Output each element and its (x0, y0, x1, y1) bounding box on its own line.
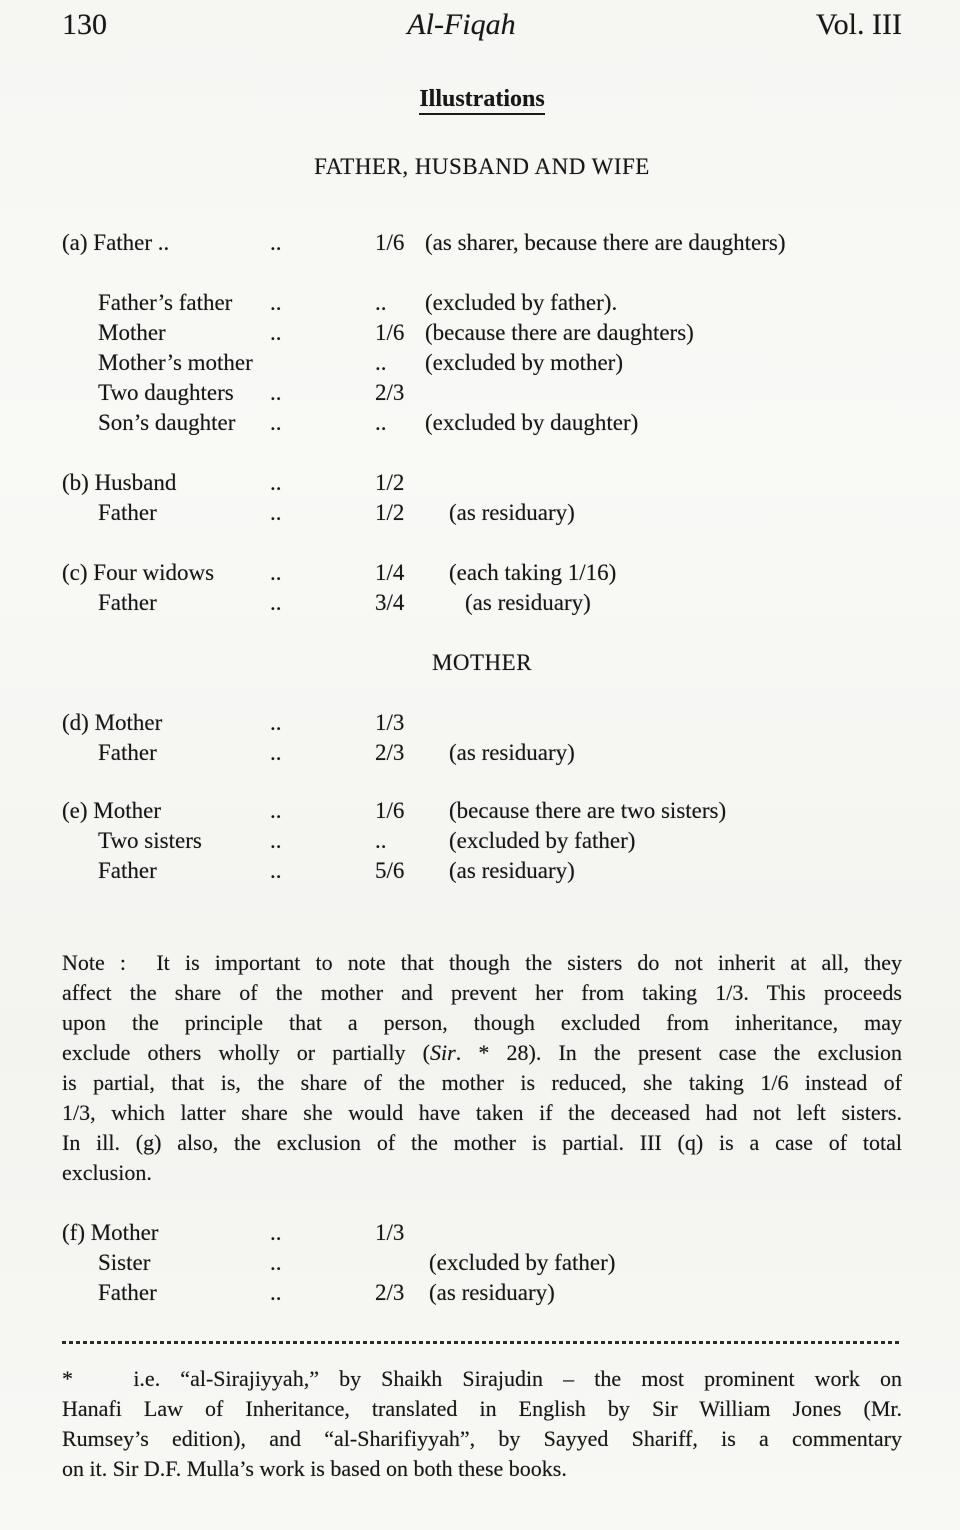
share-value: .. (375, 290, 387, 315)
share-note: (as residuary) (449, 500, 575, 525)
table-row (62, 796, 902, 826)
leader-dots: .. (270, 230, 282, 255)
table-row (62, 558, 902, 588)
share-note: (each taking 1/16) (449, 560, 617, 585)
share-note: (excluded by daughter) (425, 410, 639, 435)
volume-label: Vol. III (815, 8, 902, 41)
footnote-line: * i.e. “al-Sirajiyyah,” by Shaikh Sirajudin – the most prominent work on (62, 1366, 902, 1391)
footnote (62, 1364, 902, 1484)
note-line: 1/3, which latter share she would have taken if the deceased had not left sisters. (62, 1100, 902, 1125)
note-line: exclusion. (62, 1160, 152, 1185)
heir-label: Father (98, 858, 157, 883)
illustration-group-f (62, 1218, 902, 1308)
share-value: .. (375, 410, 387, 435)
share-value: 1/3 (375, 710, 405, 735)
share-note: (as residuary) (429, 1280, 555, 1305)
share-value (375, 1248, 425, 1278)
share-value: 3/4 (375, 590, 405, 615)
leader-dots: .. (270, 380, 282, 405)
illustration-group-b (62, 468, 902, 528)
note-line: affect the share of the mother and prevent her from taking 1/3. This proceeds (62, 980, 902, 1005)
leader-dots: .. (270, 1280, 282, 1305)
leader-dots: .. (270, 470, 282, 495)
leader-dots: .. (270, 1220, 282, 1245)
share-value: 1/6 (375, 798, 405, 823)
share-value: 5/6 (375, 858, 405, 883)
share-note (425, 378, 902, 408)
illustrations-heading (62, 84, 902, 114)
leader-dots: .. (270, 560, 282, 585)
share-value: 1/3 (375, 1220, 405, 1245)
heir-label: Father (98, 590, 157, 615)
share-note (425, 468, 902, 498)
table-row (62, 1278, 902, 1308)
heir-label: Two sisters (98, 828, 202, 853)
section-heading: FATHER, HUSBAND AND WIFE (314, 154, 650, 179)
share-note (425, 1218, 902, 1248)
footnote-line: Hanafi Law of Inheritance, translated in English by Sir William Jones (Mr. (62, 1396, 902, 1421)
heir-label: (e) Mother (62, 798, 161, 823)
leader-dots: .. (270, 710, 282, 735)
share-value: 1/6 (375, 320, 405, 345)
share-value: .. (375, 350, 387, 375)
heir-label: Father (98, 740, 157, 765)
share-value: 2/3 (375, 740, 405, 765)
leader-dots (270, 348, 375, 378)
page-header (62, 8, 902, 42)
table-row (62, 288, 902, 318)
heir-label: (f) Mother (62, 1220, 159, 1245)
heir-label: Son’s daughter (98, 410, 236, 435)
share-value: 1/6 (375, 230, 405, 255)
illustration-group-a (62, 228, 902, 438)
leader-dots: .. (270, 1250, 282, 1275)
table-row (62, 738, 902, 768)
note-line: exclude others wholly or partially (Sir. * 28). In the present case the exclusion (62, 1040, 902, 1065)
note-line: Note : It is important to note that though the sisters do not inherit at all, they (62, 950, 902, 975)
heir-label: Father (98, 500, 157, 525)
share-value: .. (375, 828, 387, 853)
share-value: 2/3 (375, 1280, 405, 1305)
share-note: (excluded by mother) (425, 350, 623, 375)
heir-label: (c) Four widows (62, 560, 215, 585)
book-title: Al-Fiqah (407, 8, 516, 41)
mother-heading: MOTHER (431, 650, 533, 675)
share-value: 1/4 (375, 560, 405, 585)
note-line: is partial, that is, the share of the mother is reduced, she taking 1/6 instead of (62, 1070, 902, 1095)
footnote-line: Rumsey’s edition), and “al-Sharifiyyah”, by Sayyed Shariff, is a commentary (62, 1426, 902, 1451)
table-row (62, 1218, 902, 1248)
note-line: In ill. (g) also, the exclusion of the mother is partial. III (q) is a case of total (62, 1130, 902, 1155)
table-row (62, 348, 902, 378)
illustration-group-c (62, 558, 902, 618)
share-note (425, 708, 902, 738)
leader-dots: .. (270, 410, 282, 435)
table-row (62, 826, 902, 856)
share-value: 1/2 (375, 500, 405, 525)
heir-label: (b) Husband (62, 470, 177, 495)
page-number: 130 (62, 8, 107, 41)
leader-dots: .. (270, 858, 282, 883)
share-note: (excluded by father) (449, 828, 636, 853)
heir-label: (a) Father .. (62, 230, 170, 255)
illustration-group-e (62, 796, 902, 886)
share-note: (because there are daughters) (425, 320, 694, 345)
share-note: (as residuary) (465, 590, 591, 615)
table-row (62, 468, 902, 498)
share-value: 2/3 (375, 380, 405, 405)
table-row (62, 1248, 902, 1278)
footnote-separator (62, 1341, 902, 1344)
heir-label: Father (98, 1280, 157, 1305)
leader-dots: .. (270, 798, 282, 823)
share-note: (because there are two sisters) (449, 798, 727, 823)
leader-dots: .. (270, 740, 282, 765)
note-line: upon the principle that a person, though excluded from inheritance, may (62, 1010, 902, 1035)
heir-label: Two daughters (98, 380, 234, 405)
heir-label: Mother (98, 320, 166, 345)
leader-dots: .. (270, 828, 282, 853)
table-row (62, 588, 902, 618)
table-row (62, 498, 902, 528)
heir-label: Sister (98, 1250, 151, 1275)
share-value: 1/2 (375, 470, 405, 495)
table-row (62, 378, 902, 408)
share-note: (excluded by father) (429, 1250, 616, 1275)
leader-dots: .. (270, 500, 282, 525)
share-note: (as residuary) (449, 740, 575, 765)
heir-label: Father’s father (98, 290, 233, 315)
table-row (62, 228, 902, 258)
share-note: (excluded by father). (425, 290, 618, 315)
share-note: (as residuary) (449, 858, 575, 883)
table-row (62, 318, 902, 348)
table-row (62, 708, 902, 738)
note-paragraph (62, 948, 902, 1188)
leader-dots: .. (270, 290, 282, 315)
heir-label: Mother’s mother (98, 350, 253, 375)
illustration-group-d (62, 708, 902, 768)
leader-dots: .. (270, 590, 282, 615)
leader-dots: .. (270, 320, 282, 345)
illustrations-heading-text: Illustrations (419, 86, 544, 115)
share-note: (as sharer, because there are daughters) (425, 230, 786, 255)
heir-label: (d) Mother (62, 710, 163, 735)
table-row (62, 408, 902, 438)
footnote-line: on it. Sir D.F. Mulla’s work is based on both these books. (62, 1456, 567, 1481)
table-row (62, 856, 902, 886)
